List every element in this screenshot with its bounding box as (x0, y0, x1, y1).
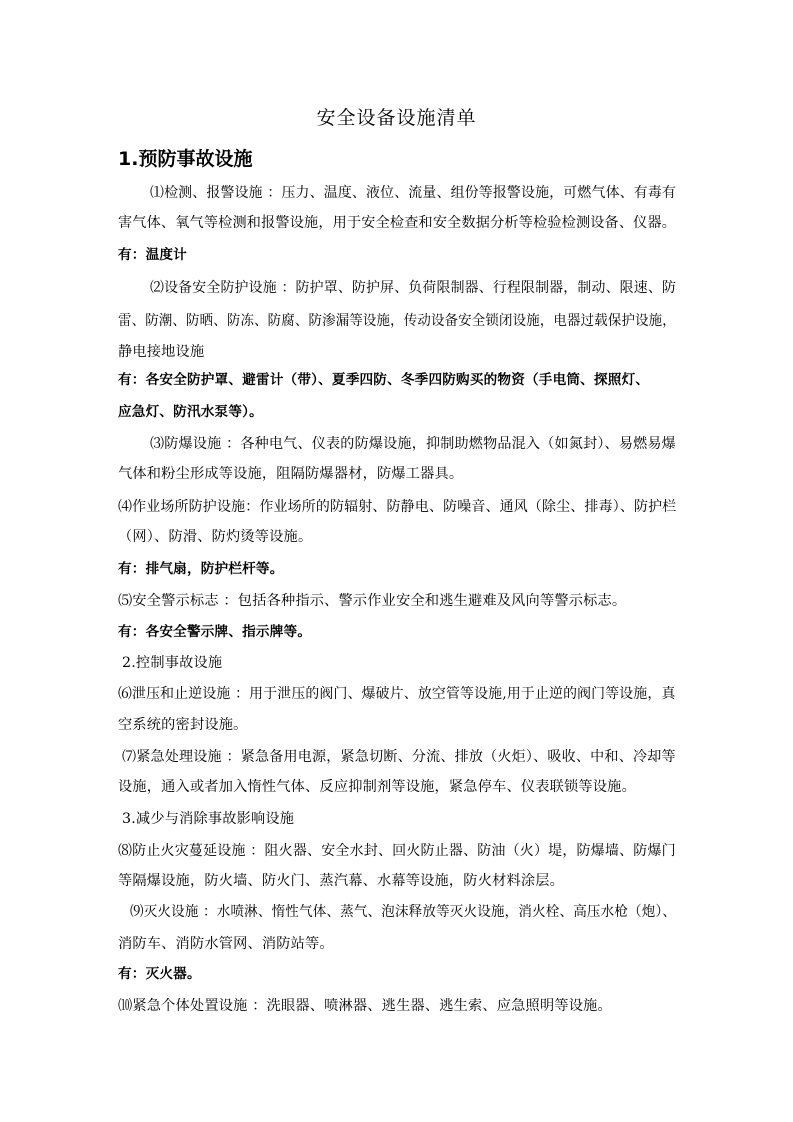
paragraph-line: ⑼灭火设施 ：水喷淋、惰性气体、蒸气、泡沫释放等灭火设施，消火栓、高压水枪（炮）、 (130, 904, 677, 920)
paragraph-line: ⑶防爆设施 ：各种电气、仪表的防爆设施，抑制助燃物品混入（如氮封）、易燃易爆 (150, 436, 676, 452)
equipment-note: 应急灯、防汛水泵等）。 (118, 404, 263, 420)
section-heading-2: 2.控制事故设施 (122, 655, 223, 671)
paragraph-line: （网）、防滑、防灼烫等设施。 (118, 529, 313, 545)
equipment-note: 有：各安全警示牌、指示牌等。 (118, 624, 312, 640)
paragraph-line: ⑽紧急个体处置设施 ：洗眼器、喷淋器、逃生器、逃生索、应急照明等设施。 (118, 998, 612, 1014)
paragraph-line: 雷、防潮、防晒、防冻、防腐、防渗漏等设施，传动设备安全锁闭设施，电器过载保护设施， (118, 313, 676, 329)
equipment-note: 有：排气扇，防护栏杆等。 (118, 561, 284, 577)
equipment-note: 有：灭火器。 (118, 966, 201, 982)
equipment-note: 有：温度计 (118, 247, 187, 263)
paragraph-line: 空系统的密封设施。 (118, 717, 248, 733)
paragraph-line: ⑻防止火灾蔓延设施 ：阻火器、安全水封、回火防止器、防油（火）堤，防爆墙、防爆门 (118, 843, 676, 859)
paragraph-line: 等隔爆设施，防火墙、防火门、蒸汽幕、水幕等设施，防火材料涂层。 (118, 873, 565, 889)
section-heading-1: 1.预防事故设施 (118, 148, 253, 170)
paragraph-line: ⑷作业场所防护设施：作业场所的防辐射、防静电、防噪音、通风（除尘、排毒）、防护栏 (118, 499, 677, 515)
section-heading-3: 3.减少与消除事故影响设施 (122, 811, 295, 827)
paragraph-line: 害气体、氧气等检测和报警设施，用于安全检查和安全数据分析等检验检测设备、仪器。 (118, 215, 677, 231)
paragraph-line: ⑹泄压和止逆设施 ：用于泄压的阀门、爆破片、放空管等设施,用于止逆的阀门等设施，真 (118, 686, 676, 702)
paragraph-line: ⑺紧急处理设施 ：紧急备用电源，紧急切断、分流、排放（火炬）、吸收、中和、冷却等 (122, 749, 676, 765)
paragraph-line: ⑴检测、报警设施 ：压力、温度、液位、流量、组份等报警设施，可燃气体、有毒有 (150, 185, 677, 201)
paragraph-line: 设施，通入或者加入惰性气体、反应抑制剂等设施，紧急停车、仪表联锁等设施。 (118, 779, 636, 795)
paragraph-line: 消防车、消防水管网、消防站等。 (118, 936, 334, 952)
paragraph-line: ⑵设备安全防护设施 ：防护罩、防护屏、负荷限制器、行程限制器，制动、限速、防 (150, 280, 677, 296)
paragraph-line: 气体和粉尘形成等设施，阻隔防爆器材，防爆工器具。 (118, 466, 464, 482)
equipment-note: 有：各安全防护罩、避雷计（带）、夏季四防、冬季四防购买的物资（手电筒、探照灯、 (118, 372, 650, 388)
paragraph-line: ⑸安全警示标志 ：包括各种指示、警示作业安全和逃生避难及风向等警示标志。 (118, 593, 627, 609)
paragraph-line: 静电接地设施 (118, 344, 205, 360)
document-title: 安全设备设施清单 (316, 107, 477, 129)
